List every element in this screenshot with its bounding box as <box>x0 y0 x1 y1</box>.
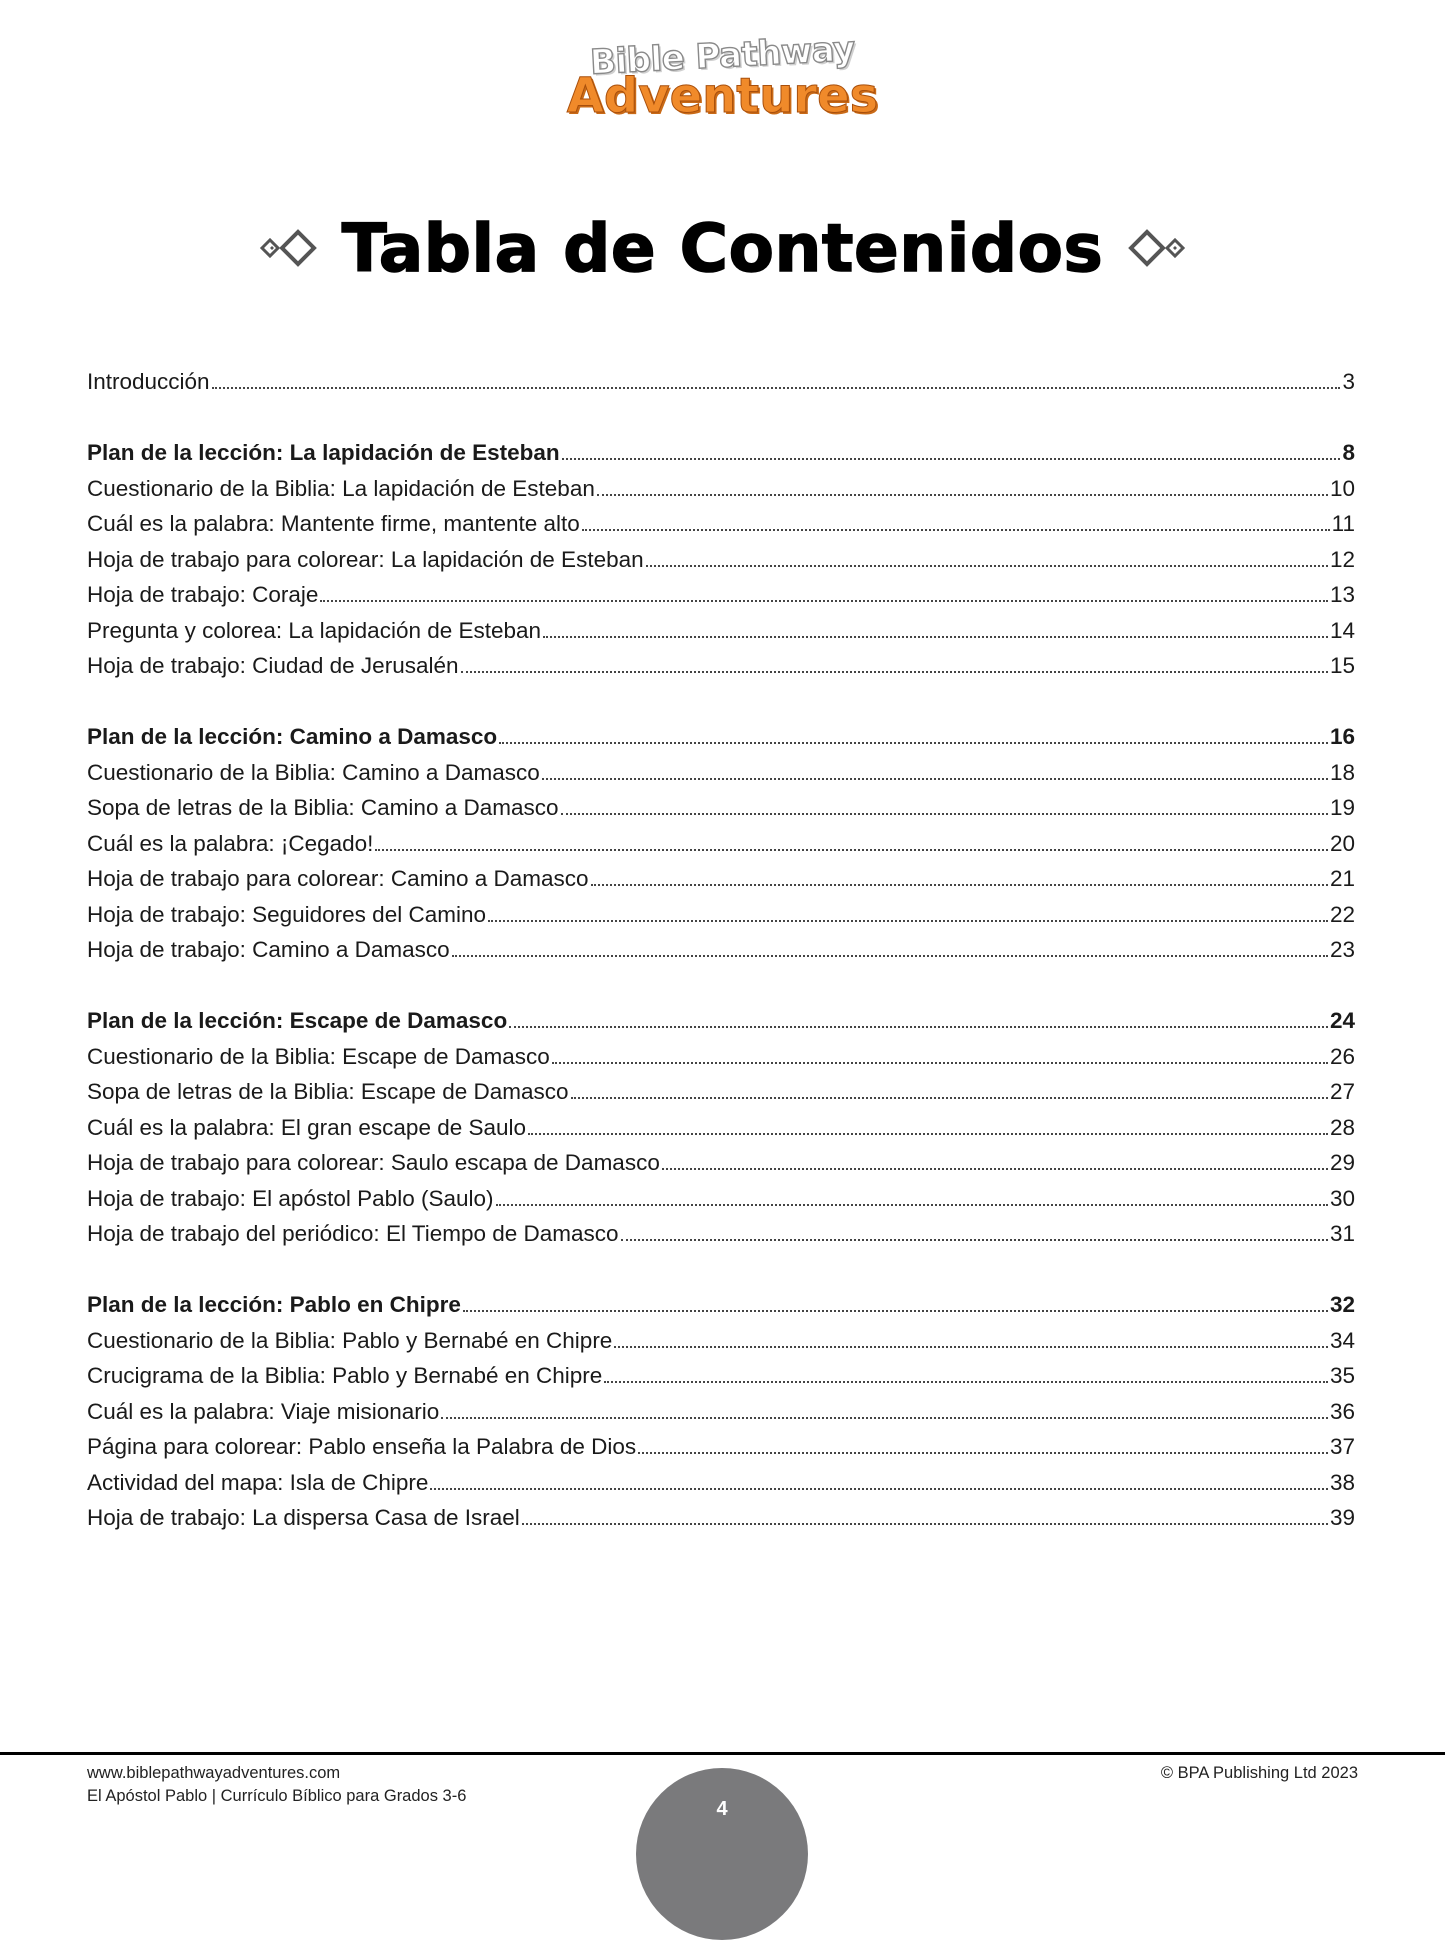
toc-entry[interactable] <box>87 866 1355 902</box>
toc-entry-page: 19 <box>1329 795 1355 820</box>
footer-website: www.biblepathwayadventures.com <box>87 1764 341 1782</box>
dot-leader <box>488 920 1328 922</box>
dot-leader <box>597 494 1328 496</box>
dot-leader <box>552 1062 1328 1064</box>
section-gap <box>87 405 1355 441</box>
toc-entry-page: 8 <box>1342 440 1355 465</box>
toc-entry-label: Cuál es la palabra: El gran escape de Saulo <box>87 1114 527 1140</box>
toc-entry-page: 13 <box>1329 582 1355 607</box>
toc-entry-label: Hoja de trabajo del periódico: El Tiempo de Damasco <box>87 1221 619 1246</box>
toc-entry-label: Hoja de trabajo: El apóstol Pablo (Saulo) <box>87 1185 494 1211</box>
dot-leader <box>582 529 1330 531</box>
dot-leader <box>543 636 1328 638</box>
dot-leader <box>562 458 1341 460</box>
toc-entry-label: Página para colorear: Pablo enseña la Palabra de Dios <box>87 1434 637 1459</box>
toc-entry-label: Plan de la lección: Pablo en Chipre <box>87 1292 461 1317</box>
toc-entry-page: 26 <box>1329 1043 1355 1069</box>
toc-entry-page: 37 <box>1329 1434 1355 1459</box>
toc-entry[interactable] <box>87 511 1355 547</box>
page-number-badge <box>636 1768 808 1940</box>
toc-entry-label: Sopa de letras de la Biblia: Camino a Damasco <box>87 795 559 820</box>
dot-leader <box>542 778 1328 780</box>
toc-entry-label: Hoja de trabajo: Ciudad de Jerusalén <box>87 653 459 678</box>
toc-entry-label: Cuestionario de la Biblia: Escape de Damasco <box>87 1043 550 1069</box>
toc-entry-page: 15 <box>1329 653 1355 678</box>
toc-entry[interactable] <box>87 760 1355 796</box>
toc-section-heading[interactable] <box>87 440 1355 476</box>
toc-entry[interactable] <box>87 1328 1355 1364</box>
toc-entry[interactable] <box>87 937 1355 973</box>
logo-line1: Bible Pathway <box>589 29 856 83</box>
toc-entry-label: Hoja de trabajo: Camino a Damasco <box>87 937 450 962</box>
toc-entry[interactable] <box>87 795 1355 831</box>
toc-entry[interactable] <box>87 1150 1355 1186</box>
toc-section-heading[interactable] <box>87 1292 1355 1328</box>
toc-entry-page: 39 <box>1329 1505 1355 1530</box>
toc-entry[interactable] <box>87 1186 1355 1222</box>
footer-copyright: © BPA Publishing Ltd 2023 <box>1160 1764 1358 1782</box>
toc-entry-label: Cuál es la palabra: ¡Cegado! <box>87 830 374 856</box>
toc-entry[interactable] <box>87 476 1355 512</box>
toc-entry-label: Plan de la lección: La lapidación de Esteban <box>87 440 560 465</box>
toc-entry-label: Sopa de letras de la Biblia: Escape de Damasco <box>87 1079 569 1104</box>
toc-entry-page: 34 <box>1329 1327 1355 1353</box>
dot-leader <box>591 884 1328 886</box>
toc-entry-label: Introducción <box>87 369 210 394</box>
toc-entry[interactable] <box>87 653 1355 689</box>
toc-entry-page: 10 <box>1329 475 1355 501</box>
toc-entry[interactable] <box>87 1434 1355 1470</box>
toc-entry[interactable] <box>87 1079 1355 1115</box>
toc-entry-page: 23 <box>1329 937 1355 962</box>
toc-entry[interactable] <box>87 1363 1355 1399</box>
toc-entry-label: Cuestionario de la Biblia: La lapidación de Esteban <box>87 475 595 501</box>
title-row <box>0 208 1445 288</box>
dot-leader <box>522 1523 1328 1525</box>
toc-entry-label: Hoja de trabajo para colorear: Saulo escapa de Damasco <box>87 1150 660 1175</box>
toc-entry-label: Plan de la lección: Escape de Damasco <box>87 1008 508 1033</box>
toc-entry-page: 3 <box>1342 369 1355 394</box>
toc-entry-page: 36 <box>1329 1398 1355 1424</box>
diamond-ornament-left-icon <box>258 228 320 268</box>
toc-entry-label: Actividad del mapa: Isla de Chipre <box>87 1469 429 1495</box>
logo <box>0 29 1445 124</box>
dot-leader <box>430 1488 1328 1490</box>
toc-entry-label: Cuál es la palabra: Viaje misionario <box>87 1398 440 1424</box>
toc-section-heading[interactable] <box>87 1008 1355 1044</box>
dot-leader <box>662 1168 1328 1170</box>
toc-entry-page: 12 <box>1329 546 1355 572</box>
footer-divider <box>0 1752 1445 1755</box>
toc-entry[interactable] <box>87 1470 1355 1506</box>
toc-entry[interactable] <box>87 1044 1355 1080</box>
toc-entry-page: 27 <box>1329 1079 1355 1104</box>
toc-entry-page: 20 <box>1329 830 1355 856</box>
dot-leader <box>375 849 1328 851</box>
toc-entry[interactable] <box>87 1399 1355 1435</box>
toc-entry[interactable] <box>87 1221 1355 1257</box>
toc-entry-label: Cuestionario de la Biblia: Pablo y Bernabé en Chipre <box>87 1327 613 1353</box>
dot-leader <box>638 1452 1328 1454</box>
toc-entry-label: Pregunta y colorea: La lapidación de Esteban <box>87 617 542 643</box>
dot-leader <box>604 1381 1328 1383</box>
toc-entry-label: Hoja de trabajo para colorear: La lapidación de Esteban <box>87 546 644 572</box>
dot-leader <box>509 1026 1328 1028</box>
toc-entry-label: Plan de la lección: Camino a Damasco <box>87 724 498 749</box>
toc-entry[interactable] <box>87 618 1355 654</box>
toc-entry-label: Hoja de trabajo: Coraje <box>87 582 319 607</box>
section-gap <box>87 973 1355 1009</box>
diamond-ornament-right-icon <box>1125 228 1187 268</box>
toc-entry-page: 14 <box>1329 617 1355 643</box>
toc-entry[interactable] <box>87 831 1355 867</box>
toc-entry[interactable] <box>87 582 1355 618</box>
toc-entry-page: 35 <box>1329 1363 1355 1388</box>
footer-subtitle: El Apóstol Pablo | Currículo Bíblico para Grados 3-6 <box>87 1787 467 1805</box>
dot-leader <box>452 955 1328 957</box>
toc-entry-intro[interactable] <box>87 369 1355 405</box>
toc-entry-page: 11 <box>1331 511 1355 536</box>
table-of-contents <box>87 369 1355 1541</box>
toc-entry[interactable] <box>87 1115 1355 1151</box>
logo-line2: Adventures <box>566 68 879 124</box>
toc-entry-page: 24 <box>1329 1008 1355 1033</box>
section-gap <box>87 689 1355 725</box>
toc-entry-page: 22 <box>1329 901 1355 927</box>
dot-leader <box>320 600 1328 602</box>
dot-leader <box>561 813 1328 815</box>
page-number: 4 <box>716 1798 728 1820</box>
dot-leader <box>499 742 1328 744</box>
dot-leader <box>646 565 1328 567</box>
dot-leader <box>441 1417 1328 1419</box>
toc-entry-label: Crucigrama de la Biblia: Pablo y Bernabé en Chipre <box>87 1363 603 1388</box>
toc-entry-page: 28 <box>1329 1114 1355 1140</box>
toc-entry-page: 32 <box>1329 1292 1355 1317</box>
toc-entry[interactable] <box>87 902 1355 938</box>
toc-entry-page: 16 <box>1329 724 1355 749</box>
toc-entry-page: 29 <box>1329 1150 1355 1175</box>
toc-entry-label: Cuestionario de la Biblia: Camino a Damasco <box>87 759 540 785</box>
toc-entry-page: 21 <box>1329 866 1355 891</box>
toc-entry-page: 31 <box>1329 1221 1355 1246</box>
toc-entry-page: 30 <box>1329 1185 1355 1211</box>
toc-entry[interactable] <box>87 547 1355 583</box>
toc-entry-label: Cuál es la palabra: Mantente firme, mantente alto <box>87 511 580 536</box>
toc-entry[interactable] <box>87 1505 1355 1541</box>
toc-entry-label: Hoja de trabajo: Seguidores del Camino <box>87 901 486 927</box>
section-gap <box>87 1257 1355 1293</box>
dot-leader <box>212 387 1341 389</box>
dot-leader <box>463 1310 1328 1312</box>
toc-entry-page: 38 <box>1329 1469 1355 1495</box>
page-title: Tabla de Contenidos <box>341 209 1104 287</box>
toc-entry-label: Hoja de trabajo: La dispersa Casa de Israel <box>87 1505 520 1530</box>
dot-leader <box>571 1097 1328 1099</box>
dot-leader <box>528 1133 1328 1135</box>
dot-leader <box>496 1204 1328 1206</box>
toc-section-heading[interactable] <box>87 724 1355 760</box>
dot-leader <box>614 1346 1328 1348</box>
toc-entry-page: 18 <box>1329 759 1355 785</box>
dot-leader <box>461 671 1328 673</box>
toc-entry-label: Hoja de trabajo para colorear: Camino a Damasco <box>87 866 589 891</box>
dot-leader <box>621 1239 1328 1241</box>
footer-left <box>87 1762 466 1808</box>
